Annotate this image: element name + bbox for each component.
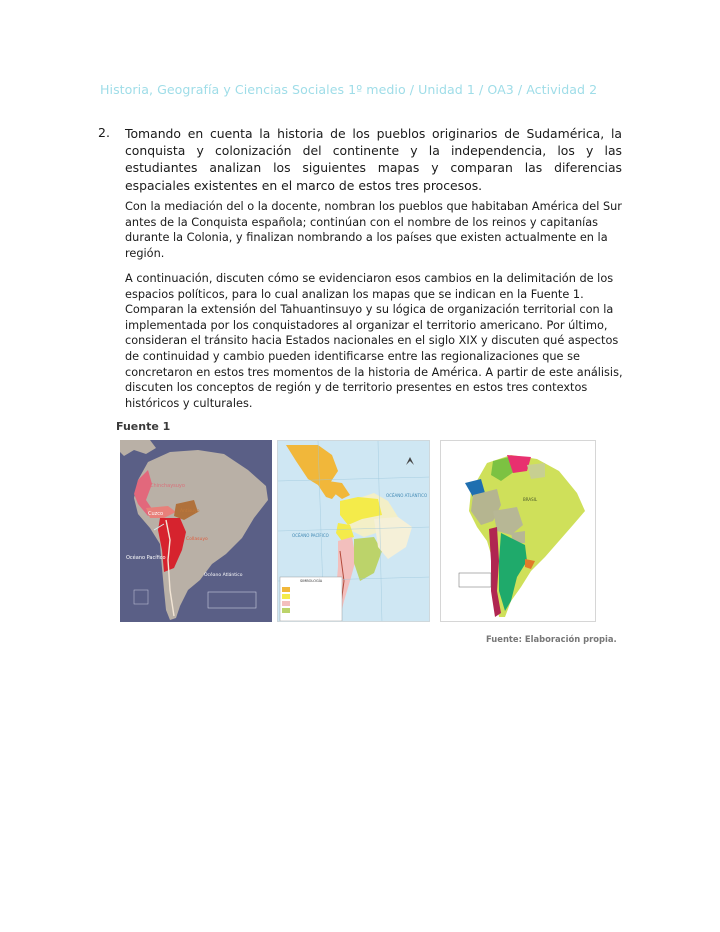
label-antisuyo: Antisuyo [180,509,200,514]
label-brasil: BRASIL [523,497,538,502]
map-paises [440,440,596,622]
label-cuzco: Cuzco [148,511,164,517]
figure-source: Fuente: Elaboración propia. [486,634,617,644]
label-oceano-atlantico: OCÉANO ATLÁNTICO [386,493,428,498]
label-oceano-pacifico: OCÉANO PACÍFICO [292,533,329,538]
activity-paragraph-1: Con la mediación del o la docente, nombran los pueblos que habitaban América del Sur antes de la Conquista española; continúan con el nombre de los reinos y capitanías durante la Colonia, y finalizan nombrando a los países que existen actualmente en la región. [125,200,622,260]
map-virreinatos [277,440,430,622]
legend-paises [459,573,491,587]
legend-virreinatos [280,577,342,621]
legend-title: SIMBOLOGÍA [300,579,323,583]
activity-number: 2. [98,125,110,140]
label-oceano-atlantico: Océano Atlántico [204,573,243,578]
figure-title: Fuente 1 [116,420,171,433]
label-oceano-pacifico: Océano Pacífico [126,555,166,561]
label-chinchaysuyo: Chinchaysuyo [150,483,185,489]
label-collasuyo: Collasuyo [186,537,208,542]
activity-paragraph-2: A continuación, discuten cómo se evidenciaron esos cambios en la delimitación de los espacios políticos, para lo cual analizan los mapas que se indican en la Fuente 1. Comparan la extensión del Tahuantinsuyo y su lógica de organización territorial con la implementada por los conquistadores al organizar el territorio americano. Por último, consideran el tránsito hacia Estados nacionales en el siglo XIX y discuten qué aspectos de continuidad y cambio pueden identificarse entre las regionalizaciones que se concretaron en estos tres momentos de la historia de América. A partir de este análisis, discuten los conceptos de región y de territorio presentes en estos tres contextos históricos y culturales. [125,272,623,410]
map-tahuantinsuyo [120,440,272,622]
breadcrumb: Historia, Geografía y Ciencias Sociales 1º medio / Unidad 1 / OA3 / Actividad 2 [100,82,598,97]
activity-intro: Tomando en cuenta la historia de los pueblos originarios de Sudamérica, la conquista y colonización del continente y la independencia, los y las estudiantes analizan los siguientes mapas y comparan las diferencias espaciales existentes en el marco de estos tres procesos. [125,126,622,193]
